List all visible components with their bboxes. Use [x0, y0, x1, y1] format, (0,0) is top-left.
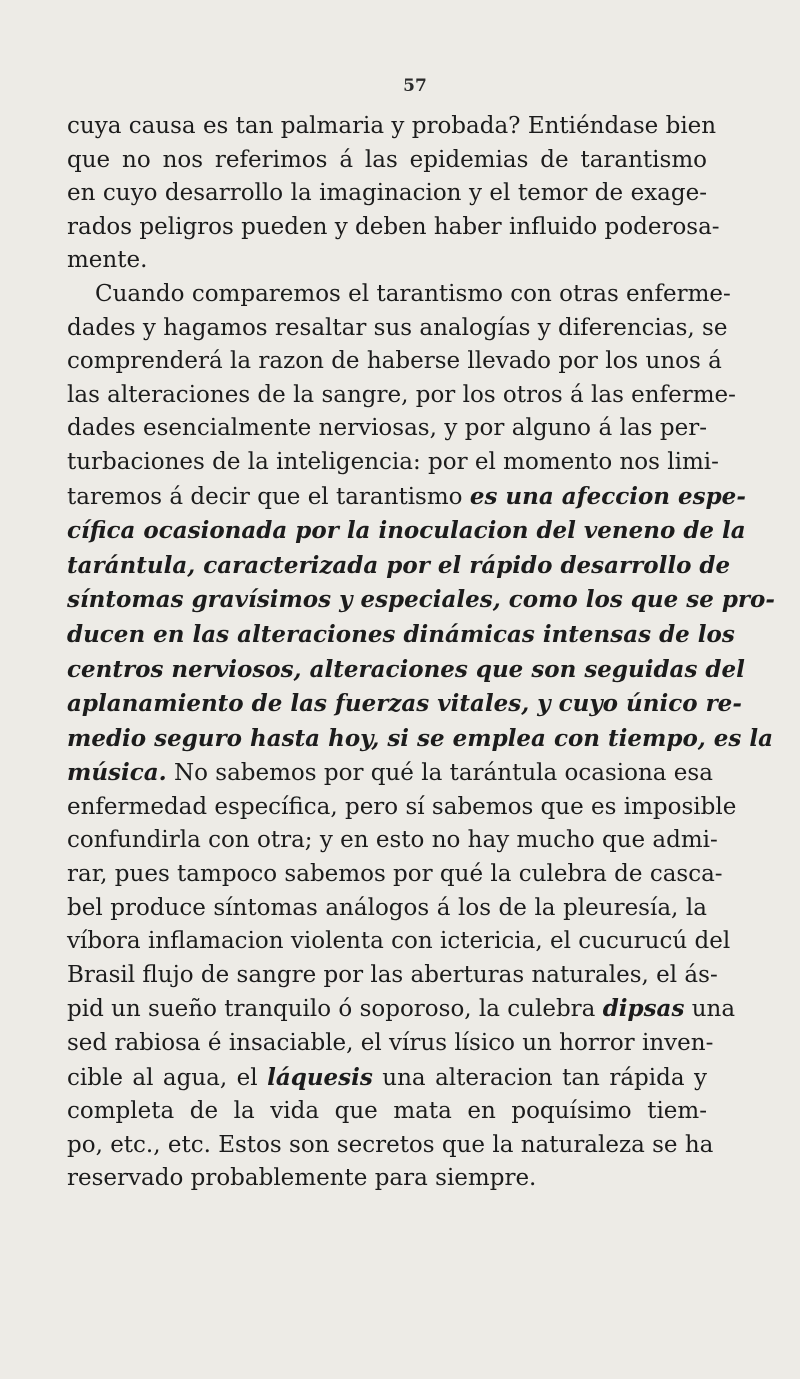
text-segment: po, etc., etc. Estos son secretos que la naturaleza se ha — [67, 1131, 714, 1158]
italic-segment: centros nerviosos, alteraciones que son seguidas del — [67, 655, 745, 683]
text-line — [67, 514, 746, 549]
text-line — [67, 1027, 714, 1061]
italic-segment: medio seguro hasta hoy, si se emplea con tiempo, es la — [67, 724, 774, 752]
text-segment: víbora inflamacion violenta con ictericia, el cucurucú del — [67, 928, 731, 955]
text-segment: taremos á decir que el tarantismo — [67, 483, 470, 510]
text-line — [67, 992, 736, 1027]
text-segment: mente. — [67, 247, 148, 274]
paragraph — [67, 278, 775, 1196]
text-line — [67, 549, 731, 584]
text-line — [67, 446, 719, 480]
text-segment: Cuando comparemos el tarantismo con otras enferme- — [95, 280, 731, 307]
text-segment: rados peligros pueden y deben haber influido poderosa- — [67, 213, 720, 240]
italic-segment: es una afeccion espe- — [469, 482, 746, 510]
text-line — [67, 722, 774, 757]
text-segment: completa de la vida que mata en poquísimo tiem- — [67, 1098, 707, 1125]
text-line — [67, 618, 735, 653]
text-segment: enfermedad específica, pero sí sabemos que es imposible — [67, 793, 737, 820]
text-line — [67, 211, 720, 245]
text-segment: pid un sueño tranquilo ó soporoso, la culebra — [67, 996, 603, 1023]
text-segment: comprenderá la razon de haberse llevado por los unos á — [67, 348, 722, 375]
text-segment: cible al agua, el — [67, 1064, 268, 1091]
text-line — [67, 110, 717, 144]
text-segment: Brasil flujo de sangre por las aberturas naturales, el ás- — [67, 961, 718, 988]
text-line — [67, 379, 736, 413]
italic-segment: ducen en las alteraciones dinámicas intensas de los — [67, 620, 735, 648]
text-line — [67, 1129, 714, 1163]
italic-segment: tarántula, caracterizada por el rápido desarrollo de — [67, 551, 731, 579]
text-line — [67, 244, 707, 278]
text-line — [67, 144, 707, 178]
text-line — [67, 278, 731, 312]
body-text — [67, 110, 775, 1196]
text-line — [67, 824, 718, 858]
text-line — [67, 345, 722, 379]
paragraph — [67, 110, 720, 278]
text-line — [67, 412, 707, 446]
italic-segment: cífica ocasionada por la inoculacion del veneno de la — [67, 517, 746, 545]
text-segment: No sabemos por qué la tarántula ocasiona esa — [166, 760, 713, 787]
text-segment: cuya causa es tan palmaria y probada? Entiéndase bien — [67, 113, 717, 139]
text-segment: en cuyo desarrollo la imaginacion y el temor de exage- — [67, 180, 707, 207]
text-segment: confundirla con otra; y en esto no hay mucho que admi- — [67, 827, 718, 854]
italic-segment: aplanamiento de las fuerzas vitales, y cuyo único re- — [67, 690, 742, 718]
text-segment: bel produce síntomas análogos á los de la pleuresía, la — [67, 894, 707, 921]
text-segment: rar, pues tampoco sabemos por qué la culebra de casca- — [67, 861, 723, 888]
italic-segment: síntomas gravísimos y especiales, como los que se pro- — [67, 586, 775, 614]
text-line — [67, 959, 718, 993]
text-line — [67, 892, 707, 926]
text-segment: sed rabiosa é insaciable, el vírus lísico un horror inven- — [67, 1030, 714, 1057]
text-segment: reservado probablemente para siempre. — [67, 1165, 537, 1192]
text-line — [67, 687, 742, 722]
text-line — [67, 1095, 707, 1129]
italic-segment: música. — [67, 759, 167, 787]
text-line — [67, 756, 713, 791]
text-line — [67, 858, 723, 892]
text-segment: dades esencialmente nerviosas, y por alguno á las per- — [67, 415, 707, 442]
text-line — [67, 653, 745, 688]
text-line — [67, 1061, 707, 1096]
text-line — [67, 177, 707, 211]
text-segment: las alteraciones de la sangre, por los otros á las enferme- — [67, 381, 736, 408]
text-segment: dades y hagamos resaltar sus analogías y diferencias, se — [67, 314, 728, 341]
text-line — [67, 791, 737, 825]
text-segment: una — [684, 996, 736, 1023]
text-line — [67, 312, 728, 346]
italic-segment: láquesis — [267, 1063, 373, 1091]
page-number: 57 — [403, 76, 427, 96]
italic-segment: dipsas — [602, 995, 685, 1023]
text-segment: que no nos referimos á las epidemias de tarantismo — [67, 146, 707, 173]
text-line — [67, 480, 746, 515]
text-line — [67, 925, 731, 959]
text-line — [67, 1162, 707, 1196]
text-segment: turbaciones de la inteligencia: por el momento nos limi- — [67, 448, 719, 475]
text-segment: una alteracion tan rápida y — [372, 1064, 708, 1091]
text-line — [67, 583, 775, 618]
